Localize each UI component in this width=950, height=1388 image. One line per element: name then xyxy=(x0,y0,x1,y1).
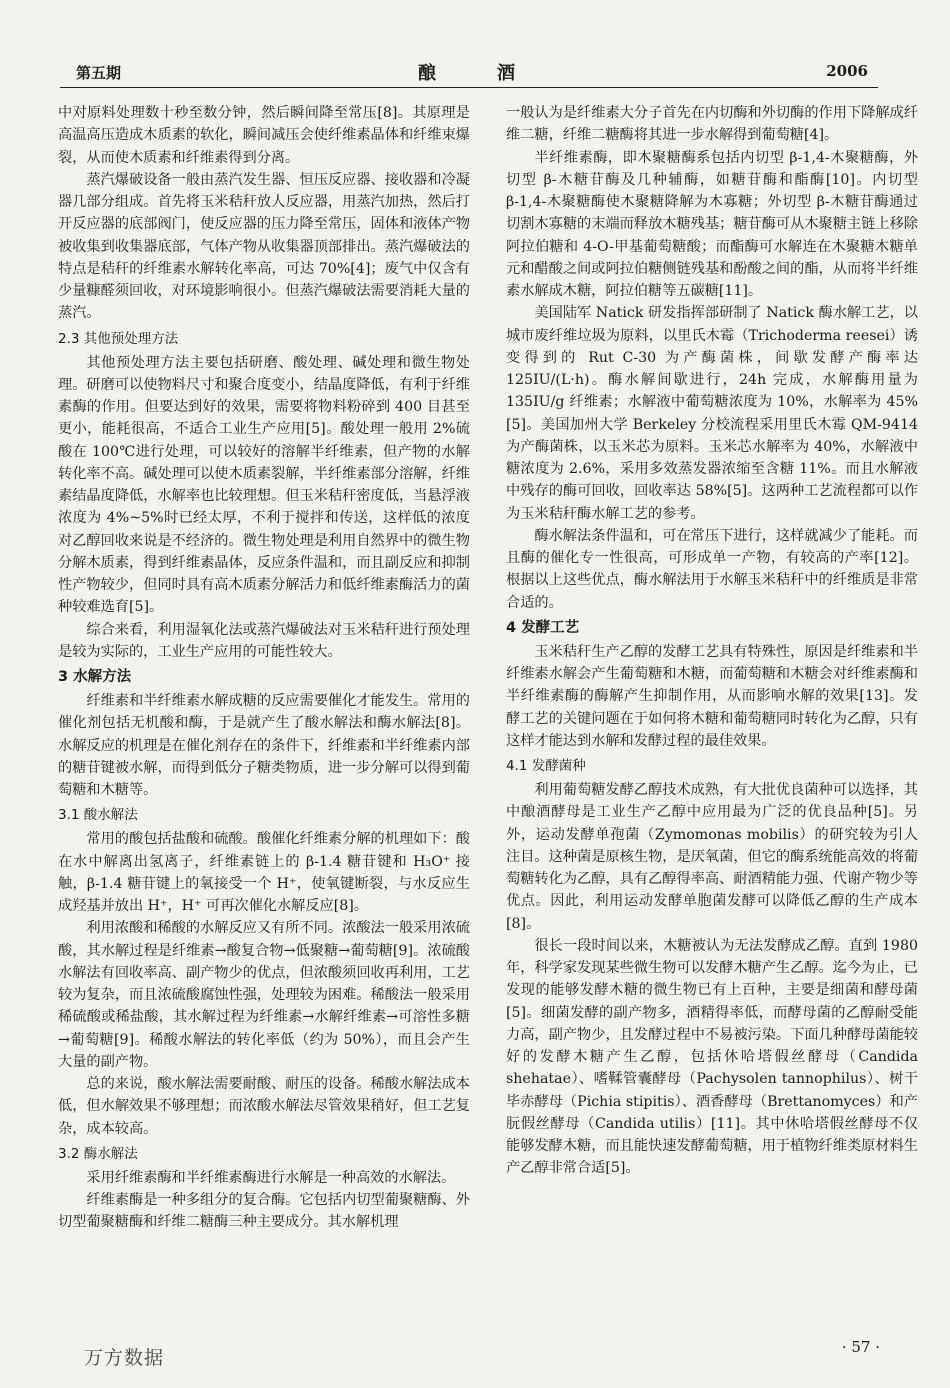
paragraph: 总的来说，酸水解法需要耐酸、耐压的设备。稀酸水解法成本低，但水解效果不够理想；而浓酸水解法尽管效果稍好，但工艺复杂，成本较高。 xyxy=(58,1076,470,1137)
header-rule xyxy=(60,87,878,88)
subsection-heading-2-3: 2.3 其他预处理方法 xyxy=(58,330,179,347)
paragraph: 中对原料处理数十秒至数分钟，然后瞬间降至常压[8]。其原理是高温高压造成木质素的软化，瞬间减压会使纤维素晶体和纤维束爆裂，从而使木质素和纤维素得到分离。 xyxy=(58,105,470,166)
subsection-heading-3-1: 3.1 酸水解法 xyxy=(58,807,138,824)
paragraph: 采用纤维素酶和半纤维素酶进行水解是一种高效的水解法。 xyxy=(86,1169,456,1186)
issue-label: 第五期 xyxy=(76,64,122,82)
year-label: 2006 xyxy=(826,62,868,80)
paragraph: 半纤维素酶，即木聚糖酶系包括内切型 β-1,4-木聚糖酶，外切型 β-木糖苷酶及几种辅酶，如糖苷酶和酯酶[10]。内切型 β-1,4-木聚糖酶使木聚糖降解为木寡糖；外切型 β-木糖苷酶通过切割木寡糖的末端而释放木糖残基；糖苷酶可从木聚糖主链上移除阿拉伯糖和 4-O-甲基葡萄糖酸；而酯酶可水解连在木聚糖木糖单元和醋酸之间或阿拉伯糖侧链残基和酚酸之间的酯，从而将半纤维素水解成木糖，阿拉伯糖等五碳糖[11]。 xyxy=(506,149,918,299)
running-header xyxy=(0,56,950,86)
paragraph: 常用的酸包括盐酸和硫酸。酸催化纤维素分解的机理如下：酸在水中解离出氢离子，纤维素链上的 β-1.4 糖苷键和 H₃O⁺ 接触，β-1.4 糖苷键上的氧接受一个 H⁺，使氧键断裂，与水反应生成羟基并放出 H⁺，H⁺ 可再次催化水解反应[8]。 xyxy=(58,831,470,914)
subsection-heading-4-1: 4.1 发酵菌种 xyxy=(506,758,586,774)
paragraph: 综合来看，利用湿氧化法或蒸汽爆破法对玉米秸秆进行预处理是较为实际的，工业生产应用的可能性较大。 xyxy=(58,621,470,660)
subsection-heading-3-2: 3.2 酶水解法 xyxy=(58,1145,138,1162)
left-column xyxy=(58,102,470,1234)
paragraph: 利用浓酸和稀酸的水解反应又有所不同。浓酸法一般采用浓硫酸，其水解过程是纤维素→酸复合物→低聚糖→葡萄糖[9]。浓硫酸水解法有回收率高、副产物少的优点，但浓酸须回收再利用，工艺较为复杂，而且浓硫酸腐蚀性强，处理较为困难。稀酸法一般采用稀硫酸或稀盐酸，其水解过程为纤维素→水解纤维素→可溶性多糖→葡萄糖[9]。稀酸水解法的转化率低（约为 50%），而且会产生大量的副产物。 xyxy=(58,920,470,1070)
paragraph: 蒸汽爆破设备一般由蒸汽发生器、恒压反应器、接收器和冷凝器几部分组成。首先将玉米秸秆放人反应器，用蒸汽加热，然后打开反应器的底部阀门，使反应器的压力降至常压，固体和液体产物被收集到收集器底部，气体产物从收集器顶部排出。蒸汽爆破法的特点是秸秆的纤维素水解转化率高，可达 70%[4]；废气中仅含有少量糠醛须回收，对环境影响很小。但蒸汽爆破法需要消耗大量的蒸汽。 xyxy=(58,171,470,322)
paragraph: 酶水解法条件温和，可在常压下进行，这样就减少了能耗。而且酶的催化专一性很高，可形成单一产物，有较高的产率[12]。根据以上这些优点，酶水解法用于水解玉米秸秆中的纤维质是非常合适的。 xyxy=(506,527,918,611)
paragraph: 玉米秸秆生产乙醇的发酵工艺具有特殊性，原因是纤维素和半纤维素水解会产生葡萄糖和木糖，而葡萄糖和木糖会对纤维素酶和半纤维素酶的酶解产生抑制作用，从而影响水解的效果[13]。发酵工艺的关键问题在于如何将木糖和葡萄糖同时转化为乙醇，只有这样才能达到水解和发酵过程的最佳效果。 xyxy=(506,643,918,749)
footer-brand-watermark: 万方数据 xyxy=(84,1347,165,1369)
journal-title-part-1: 酿 xyxy=(418,63,436,84)
paragraph: 其他预处理方法主要包括研磨、酸处理、碱处理和微生物处理。研磨可以使物料尺寸和聚合度变小，结晶度降低，有利于纤维素酶的作用。但要达到好的效果，需要将物料粉碎到 400 目甚至更小，能耗很高，不适合工业生产应用[5]。酸处理一般用 2%硫酸在 100℃进行处理，可以较好的溶解半纤维素，但产物的水解转化率不高。碱处理可以使木质素裂解，半纤维素部分溶解，纤维素结晶度降低，水解率也比较理想。但玉米秸秆密度低，当悬浮液浓度为 4%~5%时已经太厚，不利于搅拌和传送，这样低的浓度对乙醇回收来说是不经济的。微生物处理是利用自然界中的微生物分解木质素，得到纤维素晶体，反应条件温和，而且副反应和抑制性产物较少，但同时具有高木质素分解活力和低纤维素酶活力的菌种较难选育[5]。 xyxy=(58,354,470,616)
page-number: · 57 · xyxy=(841,1338,880,1356)
section-heading-3: 3 水解方法 xyxy=(58,669,132,685)
right-column xyxy=(506,102,918,1180)
paragraph: 一般认为是纤维素大分子首先在内切酶和外切酶的作用下降解成纤维二糖，纤维二糖酶将其进一步水解得到葡萄糖[4]。 xyxy=(506,105,918,144)
paragraph: 利用葡萄糖发酵乙醇技术成熟，有大批优良菌种可以选择，其中酿酒酵母是工业生产乙醇中应用最为广泛的优良品种[5]。另外，运动发酵单孢菌（Zymomonas mobilis）的研究较为引人注目。这种菌是原核生物，是厌氧菌，但它的酶系统能高效的将葡萄糖转化为乙醇，具有乙醇得率高、耐酒精能力强、代谢产物少等优点。因此，利用运动发酵单胞菌发酵可以降低乙醇的生产成本[8]。 xyxy=(506,782,918,932)
paragraph: 美国陆军 Natick 研发指挥部研制了 Natick 酶水解工艺，以城市废纤维垃圾为原料，以里氏木霉（Trichoderma reesei）诱变得到的 Rut C-30 为产酶菌株，间歇发酵产酶率达 125IU/(L·h)。酶水解间歇进行，24h 完成，水解酶用量为 135IU/g 纤维素；水解液中葡萄糖浓度为 10%，水解率为 45%[5]。美国加州大学 Berkeley 分校流程采用里氏木霉 QM-9414 为产酶菌株，以玉米芯为原料。玉米芯水解率为 40%，水解液中糖浓度为 2.6%，采用多效蒸发器浓缩至含糖 11%。而且水解液中残存的酶可回收，回收率达 58%[5]。这两种工艺流程都可以作为玉米秸秆酶水解工艺的参考。 xyxy=(506,305,918,522)
paragraph: 很长一段时间以来，木糖被认为无法发酵成乙醇。直到 1980 年，科学家发现某些微生物可以发酵木糖产生乙醇。迄今为止，已发现的能够发酵木糖的微生物已有上百种，主要是细菌和酵母菌[5]。细菌发酵的副产物多，酒精得率低，而酵母菌的乙醇耐受能力高，副产物少，且发酵过程中不易被污染。下面几种酵母菌能较好的发酵木糖产生乙醇，包括休哈塔假丝酵母（Candida shehatae）、嗜鞣管囊酵母（Pachysolen tannophilus）、树干毕赤酵母（Pichia stipitis）、酒香酵母（Brettanomyces）和产朊假丝酵母（Candida utilis）[11]。其中休哈塔假丝酵母不仅能够发酵木糖，而且能快速发酵葡萄糖，用于植物纤维类原材料生产乙醇非常合适[5]。 xyxy=(506,937,918,1177)
paragraph: 纤维素酶是一种多组分的复合酶。它包括内切型葡聚糖酶、外切型葡聚糖酶和纤维二糖酶三种主要成分。其水解机理 xyxy=(58,1192,470,1231)
section-heading-4: 4 发酵工艺 xyxy=(506,619,580,636)
paragraph: 纤维素和半纤维素水解成糖的反应需要催化才能发生。常用的催化剂包括无机酸和酶，于是就产生了酸水解法和酶水解法[8]。水解反应的机理是在催化剂存在的条件下，纤维素和半纤维素内部的糖苷键被水解，而得到低分子糖类物质，进一步分解可以得到葡萄糖和木糖等。 xyxy=(58,693,470,798)
journal-title-part-2: 酒 xyxy=(497,63,515,84)
